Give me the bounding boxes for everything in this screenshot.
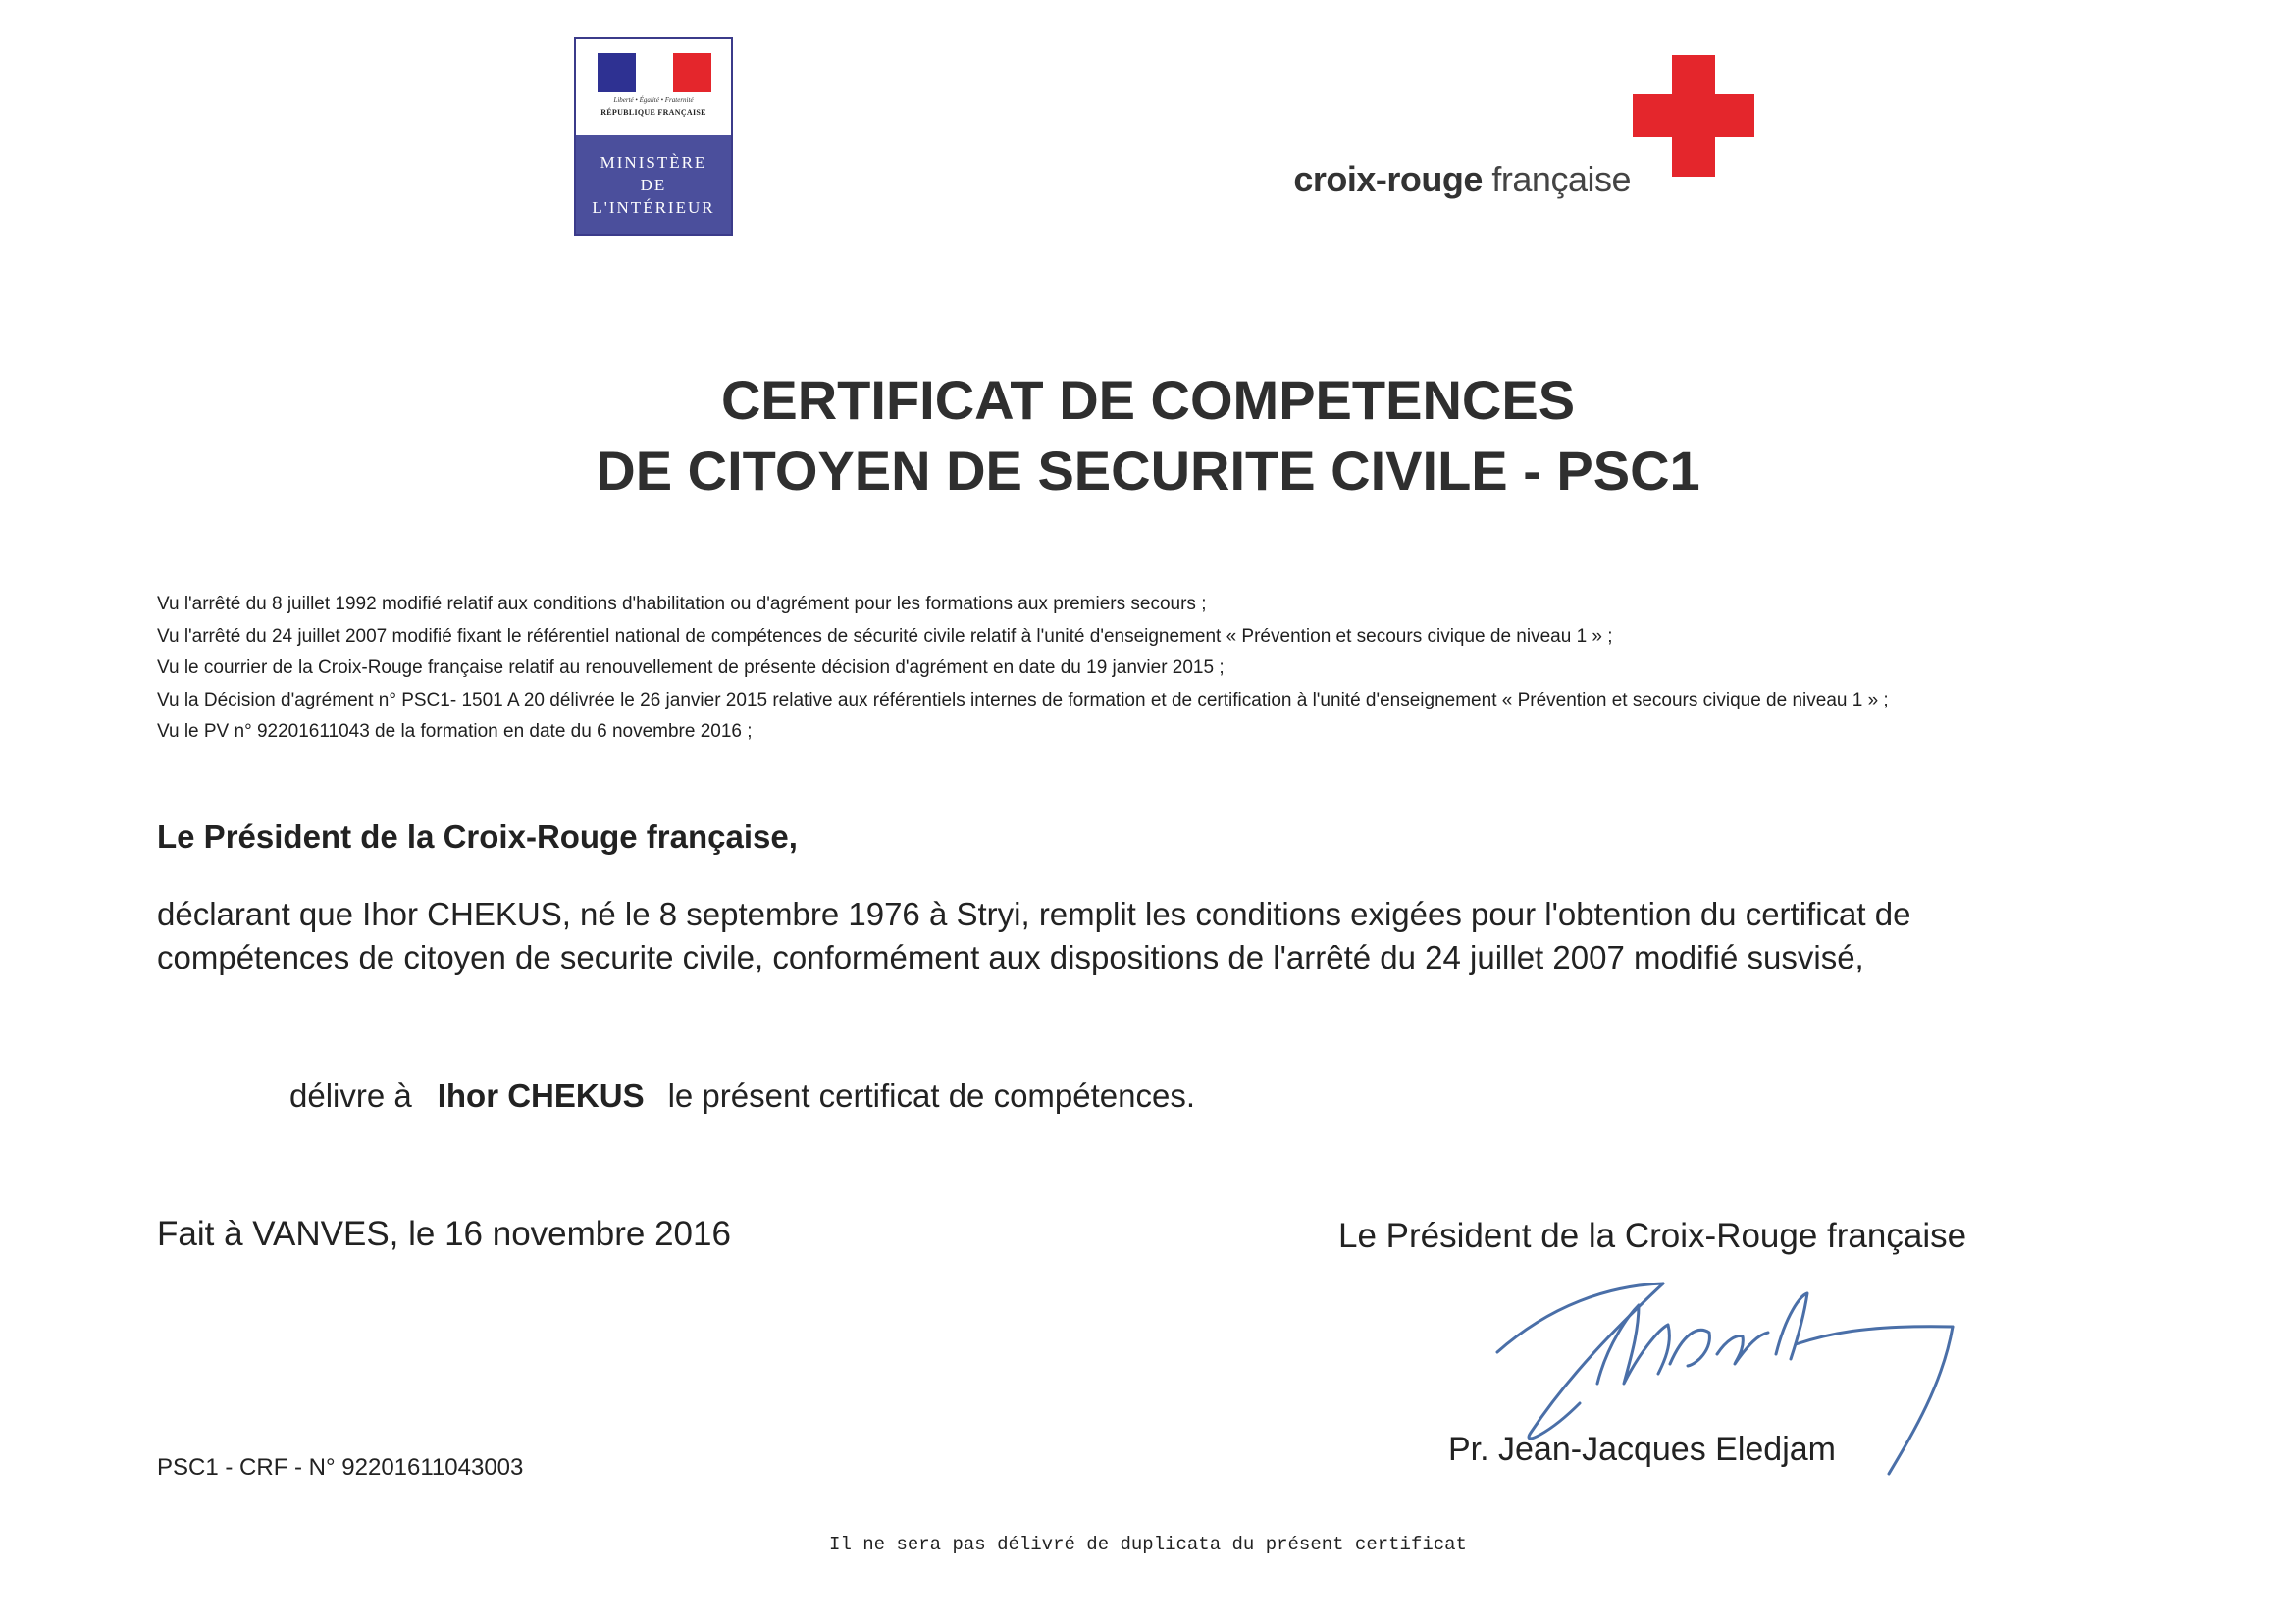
wordmark-light: française <box>1491 159 1631 199</box>
wordmark-bold: croix-rouge <box>1293 159 1483 199</box>
red-cross-wordmark <box>1276 159 1631 200</box>
place-and-date: Fait à VANVES, le 16 novembre 2016 <box>157 1215 731 1253</box>
delivery-suffix: le présent certificat de compétences. <box>667 1077 1196 1114</box>
reference-line: Vu l'arrêté du 8 juillet 1992 modifié relatif aux conditions d'habilitation ou d'agrément pour les formations aux premiers secours ; <box>157 594 1207 614</box>
duplicate-note: Il ne sera pas délivré de duplicata du présent certificat <box>829 1534 1467 1555</box>
ministry-motto: Liberté • Égalité • Fraternité <box>613 96 694 104</box>
signatory-name: Pr. Jean-Jacques Eledjam <box>1448 1431 1836 1468</box>
ministry-name-block <box>576 135 731 234</box>
ministry-line-3: L'INTÉRIEUR <box>592 197 715 217</box>
delivery-prefix: délivre à <box>289 1077 412 1114</box>
certificate-number: PSC1 - CRF - N° 92201611043003 <box>157 1454 524 1481</box>
reference-line: Vu le courrier de la Croix-Rouge française relatif au renouvellement de présente décision d'agrément en date du 19 janvier 2015 ; <box>157 657 1225 678</box>
reference-line: Vu le PV n° 92201611043 de la formation en date du 6 novembre 2016 ; <box>157 721 753 742</box>
marianne-flag-icon <box>598 53 711 92</box>
president-heading: Le Président de la Croix-Rouge française, <box>157 818 798 855</box>
title-line-1: CERTIFICAT DE COMPETENCES <box>720 369 1576 431</box>
declaration <box>157 893 2218 979</box>
signatory-title: Le Président de la Croix-Rouge française <box>1338 1217 1967 1255</box>
delivery-line <box>289 1077 1195 1115</box>
legal-references <box>157 589 2198 749</box>
ministry-republic: RÉPUBLIQUE FRANÇAISE <box>600 108 706 117</box>
ministry-logo <box>574 37 733 236</box>
ministry-line-1: MINISTÈRE <box>600 152 707 172</box>
recipient-name: Ihor CHEKUS <box>437 1077 645 1114</box>
title-line-2: DE CITOYEN DE SECURITE CIVILE - PSC1 <box>596 440 1700 501</box>
declaration-line-1: déclarant que Ihor CHEKUS, né le 8 septembre 1976 à Stryi, remplit les conditions exigées pour l'obtention du certificat de <box>157 896 1911 932</box>
certificate-title <box>0 365 2296 506</box>
reference-line: Vu la Décision d'agrément n° PSC1- 1501 A 20 délivrée le 26 janvier 2015 relative aux référentiels internes de formation et de certification à l'unité d'enseignement « Prévention et secours civique de niveau 1 » ; <box>157 689 1889 710</box>
red-cross-icon <box>1633 55 1754 177</box>
reference-line: Vu l'arrêté du 24 juillet 2007 modifié fixant le référentiel national de compétences de sécurité civile relatif à l'unité d'enseignement « Prévention et secours civique de niveau 1 » ; <box>157 625 1613 647</box>
declaration-line-2: compétences de citoyen de securite civile, conformément aux dispositions de l'arrêté du 24 juillet 2007 modifié susvisé, <box>157 939 1864 975</box>
ministry-line-2: DE <box>640 175 667 194</box>
